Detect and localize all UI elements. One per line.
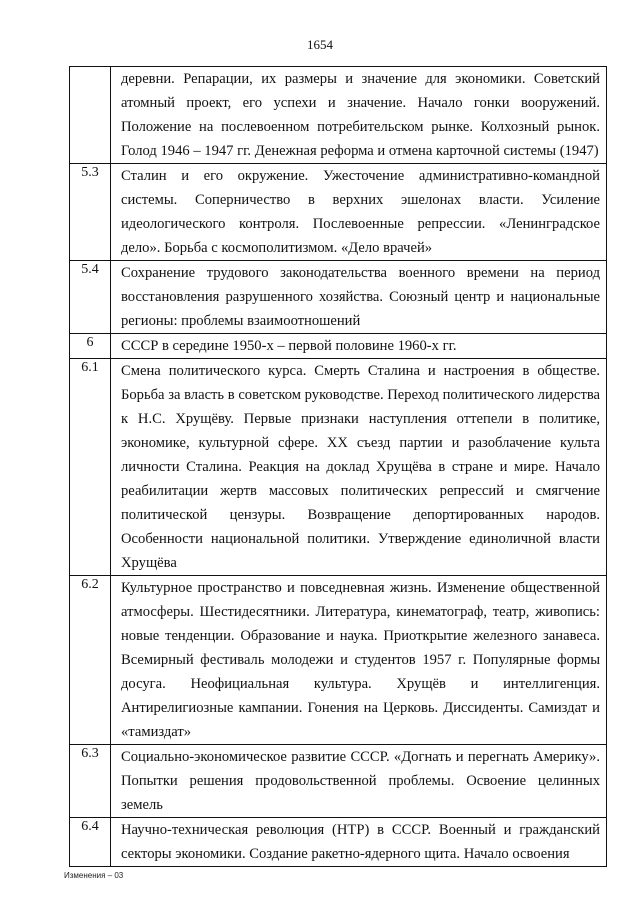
section-number: 6.1 [70, 359, 111, 576]
section-number [70, 67, 111, 164]
section-number: 6.3 [70, 745, 111, 818]
table-row [70, 261, 607, 334]
table-row [70, 334, 607, 359]
section-number: 5.4 [70, 261, 111, 334]
table-row [70, 818, 607, 867]
section-description: Культурное пространство и повседневная жизнь. Изменение общественной атмосферы. Шестидесятники. Литература, кинематограф, театр, живопись: новые тенденции. Образование и наука. Приоткрытие железного занавеса. Всемирный фестиваль молодежи и студентов 1957 г. Популярные формы досуга. Неофициальная культура. Хрущёв и интеллигенция. Антирелигиозные кампании. Гонения на Церковь. Диссиденты. Самиздат и «тамиздат» [111, 576, 607, 745]
page-number: 1654 [307, 37, 333, 52]
section-number: 6.2 [70, 576, 111, 745]
section-description: СССР в середине 1950-х – первой половине 1960-х гг. [111, 334, 607, 359]
section-description: Смена политического курса. Смерть Сталина и настроения в обществе. Борьба за власть в советском руководстве. Переход политического лидерства к Н.С. Хрущёву. Первые признаки наступления оттепели в политике, экономике, культурной сфере. XX съезд партии и разоблачение культа личности Сталина. Реакция на доклад Хрущёва в стране и мире. Начало реабилитации жертв массовых политических репрессий и смягчение политической цензуры. Возвращение депортированных народов. Особенности национальной политики. Утверждение единоличной власти Хрущёва [111, 359, 607, 576]
section-number: 5.3 [70, 164, 111, 261]
table-row [70, 164, 607, 261]
table-row [70, 576, 607, 745]
section-description: Социально-экономическое развитие СССР. «Догнать и перегнать Америку». Попытки решения продовольственной проблемы. Освоение целинных земель [111, 745, 607, 818]
section-description: деревни. Репарации, их размеры и значение для экономики. Советский атомный проект, его успехи и значение. Начало гонки вооружений. Положение на послевоенном потребительском рынке. Колхозный рынок. Голод 1946 – 1947 гг. Денежная реформа и отмена карточной системы (1947) [111, 67, 607, 164]
table-row [70, 359, 607, 576]
footer-revision-note: Изменения – 03 [64, 871, 124, 880]
table-row [70, 745, 607, 818]
table-row [70, 67, 607, 164]
curriculum-table [69, 66, 607, 867]
section-description: Научно-техническая революция (НТР) в СССР. Военный и гражданский секторы экономики. Создание ракетно-ядерного щита. Начало освоения [111, 818, 607, 867]
section-number: 6 [70, 334, 111, 359]
section-description: Сталин и его окружение. Ужесточение административно-командной системы. Соперничество в верхних эшелонах власти. Усиление идеологического контроля. Послевоенные репрессии. «Ленинградское дело». Борьба с космополитизмом. «Дело врачей» [111, 164, 607, 261]
section-description: Сохранение трудового законодательства военного времени на период восстановления разрушенного хозяйства. Союзный центр и национальные регионы: проблемы взаимоотношений [111, 261, 607, 334]
section-number: 6.4 [70, 818, 111, 867]
